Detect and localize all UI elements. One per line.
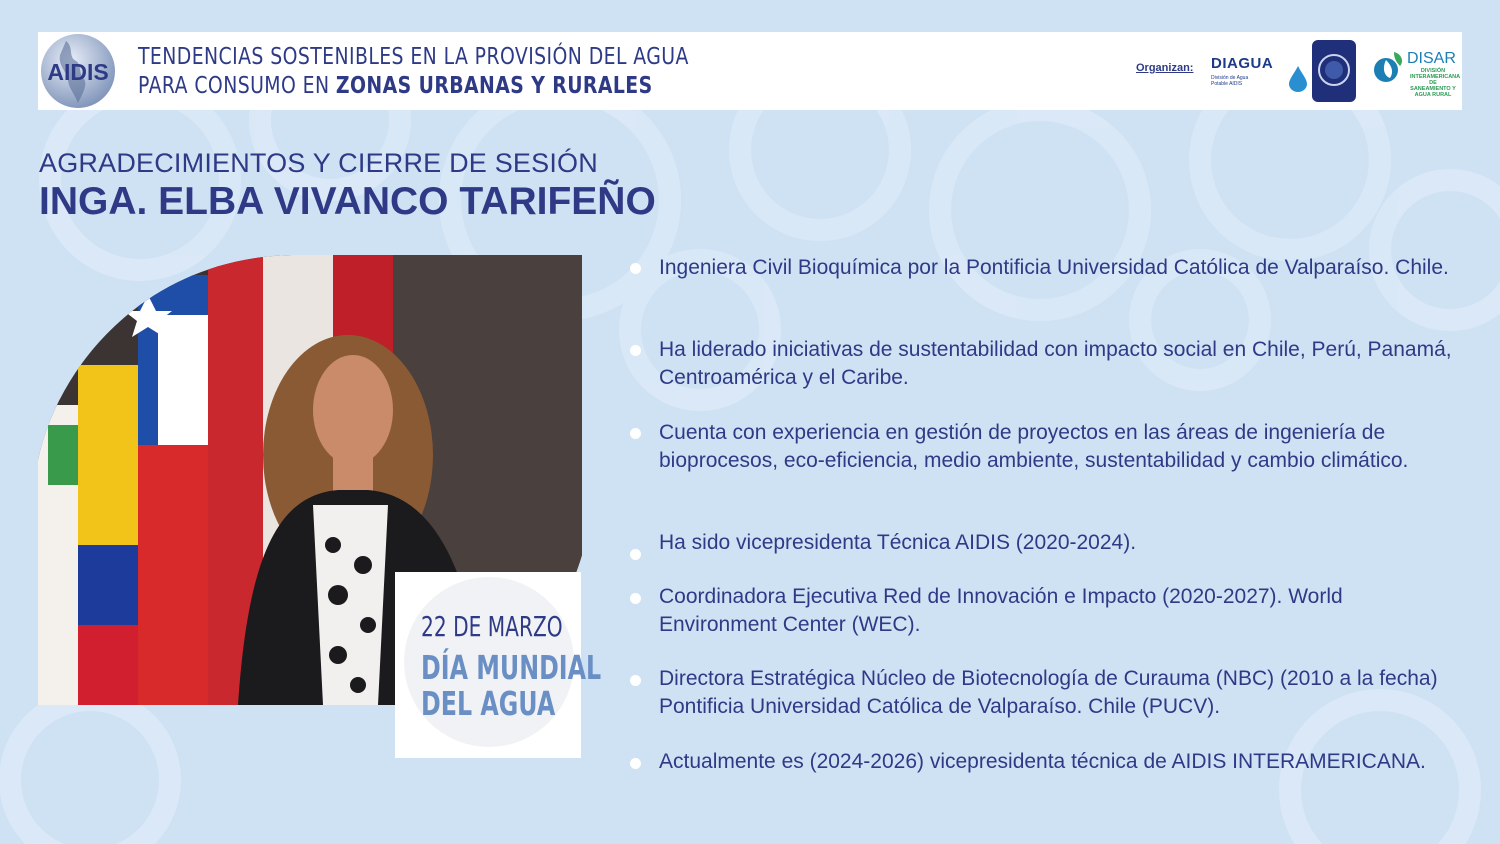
- bullet-icon: [630, 428, 641, 439]
- diagua-name: DIAGUA: [1211, 55, 1274, 72]
- disar-subtitle: DIVISIÓN INTERAMERICANA DE SANEAMIENTO Y AGUA RURAL: [1410, 68, 1461, 98]
- header-banner: [38, 32, 1462, 110]
- bullet-icon: [630, 675, 641, 686]
- water-drop-icon: [1289, 66, 1307, 92]
- organizers-label: Organizan:: [1136, 62, 1194, 74]
- water-leaf-icon: [1372, 50, 1406, 86]
- diagua-logo: [1206, 50, 1306, 96]
- diagua-subtitle: División de Agua Potable AIDIS: [1211, 75, 1249, 87]
- aidis-logo: [38, 33, 118, 109]
- date-card: [395, 572, 602, 758]
- event-occasion-line1: DÍA MUNDIAL: [421, 648, 602, 687]
- event-title-line2: PARA CONSUMO EN ZONAS URBANAS Y RURALES: [138, 73, 653, 99]
- bullet-icon: [630, 263, 641, 274]
- bullet-icon: [630, 549, 641, 560]
- svg-text:AIDIS: AIDIS: [47, 59, 109, 85]
- event-occasion-line2: DEL AGUA: [421, 684, 556, 723]
- aidis-seal-logo: [1312, 40, 1356, 102]
- event-title-line1: TENDENCIAS SOSTENIBLES EN LA PROVISIÓN DEL AGUA: [138, 44, 689, 70]
- speaker-name: INGA. ELBA VIVANCO TARIFEÑO: [39, 180, 656, 223]
- disar-name: DISAR: [1407, 50, 1456, 67]
- bullet-icon: [630, 758, 641, 769]
- session-subtitle: AGRADECIMIENTOS Y CIERRE DE SESIÓN: [39, 148, 598, 178]
- bullet-icon: [630, 593, 641, 604]
- event-title: [138, 43, 689, 101]
- event-date: 22 DE MARZO: [421, 610, 563, 643]
- event-title-highlight: ZONAS URBANAS Y RURALES: [335, 73, 653, 99]
- disar-logo: [1372, 48, 1462, 98]
- bullet-icon: [630, 345, 641, 356]
